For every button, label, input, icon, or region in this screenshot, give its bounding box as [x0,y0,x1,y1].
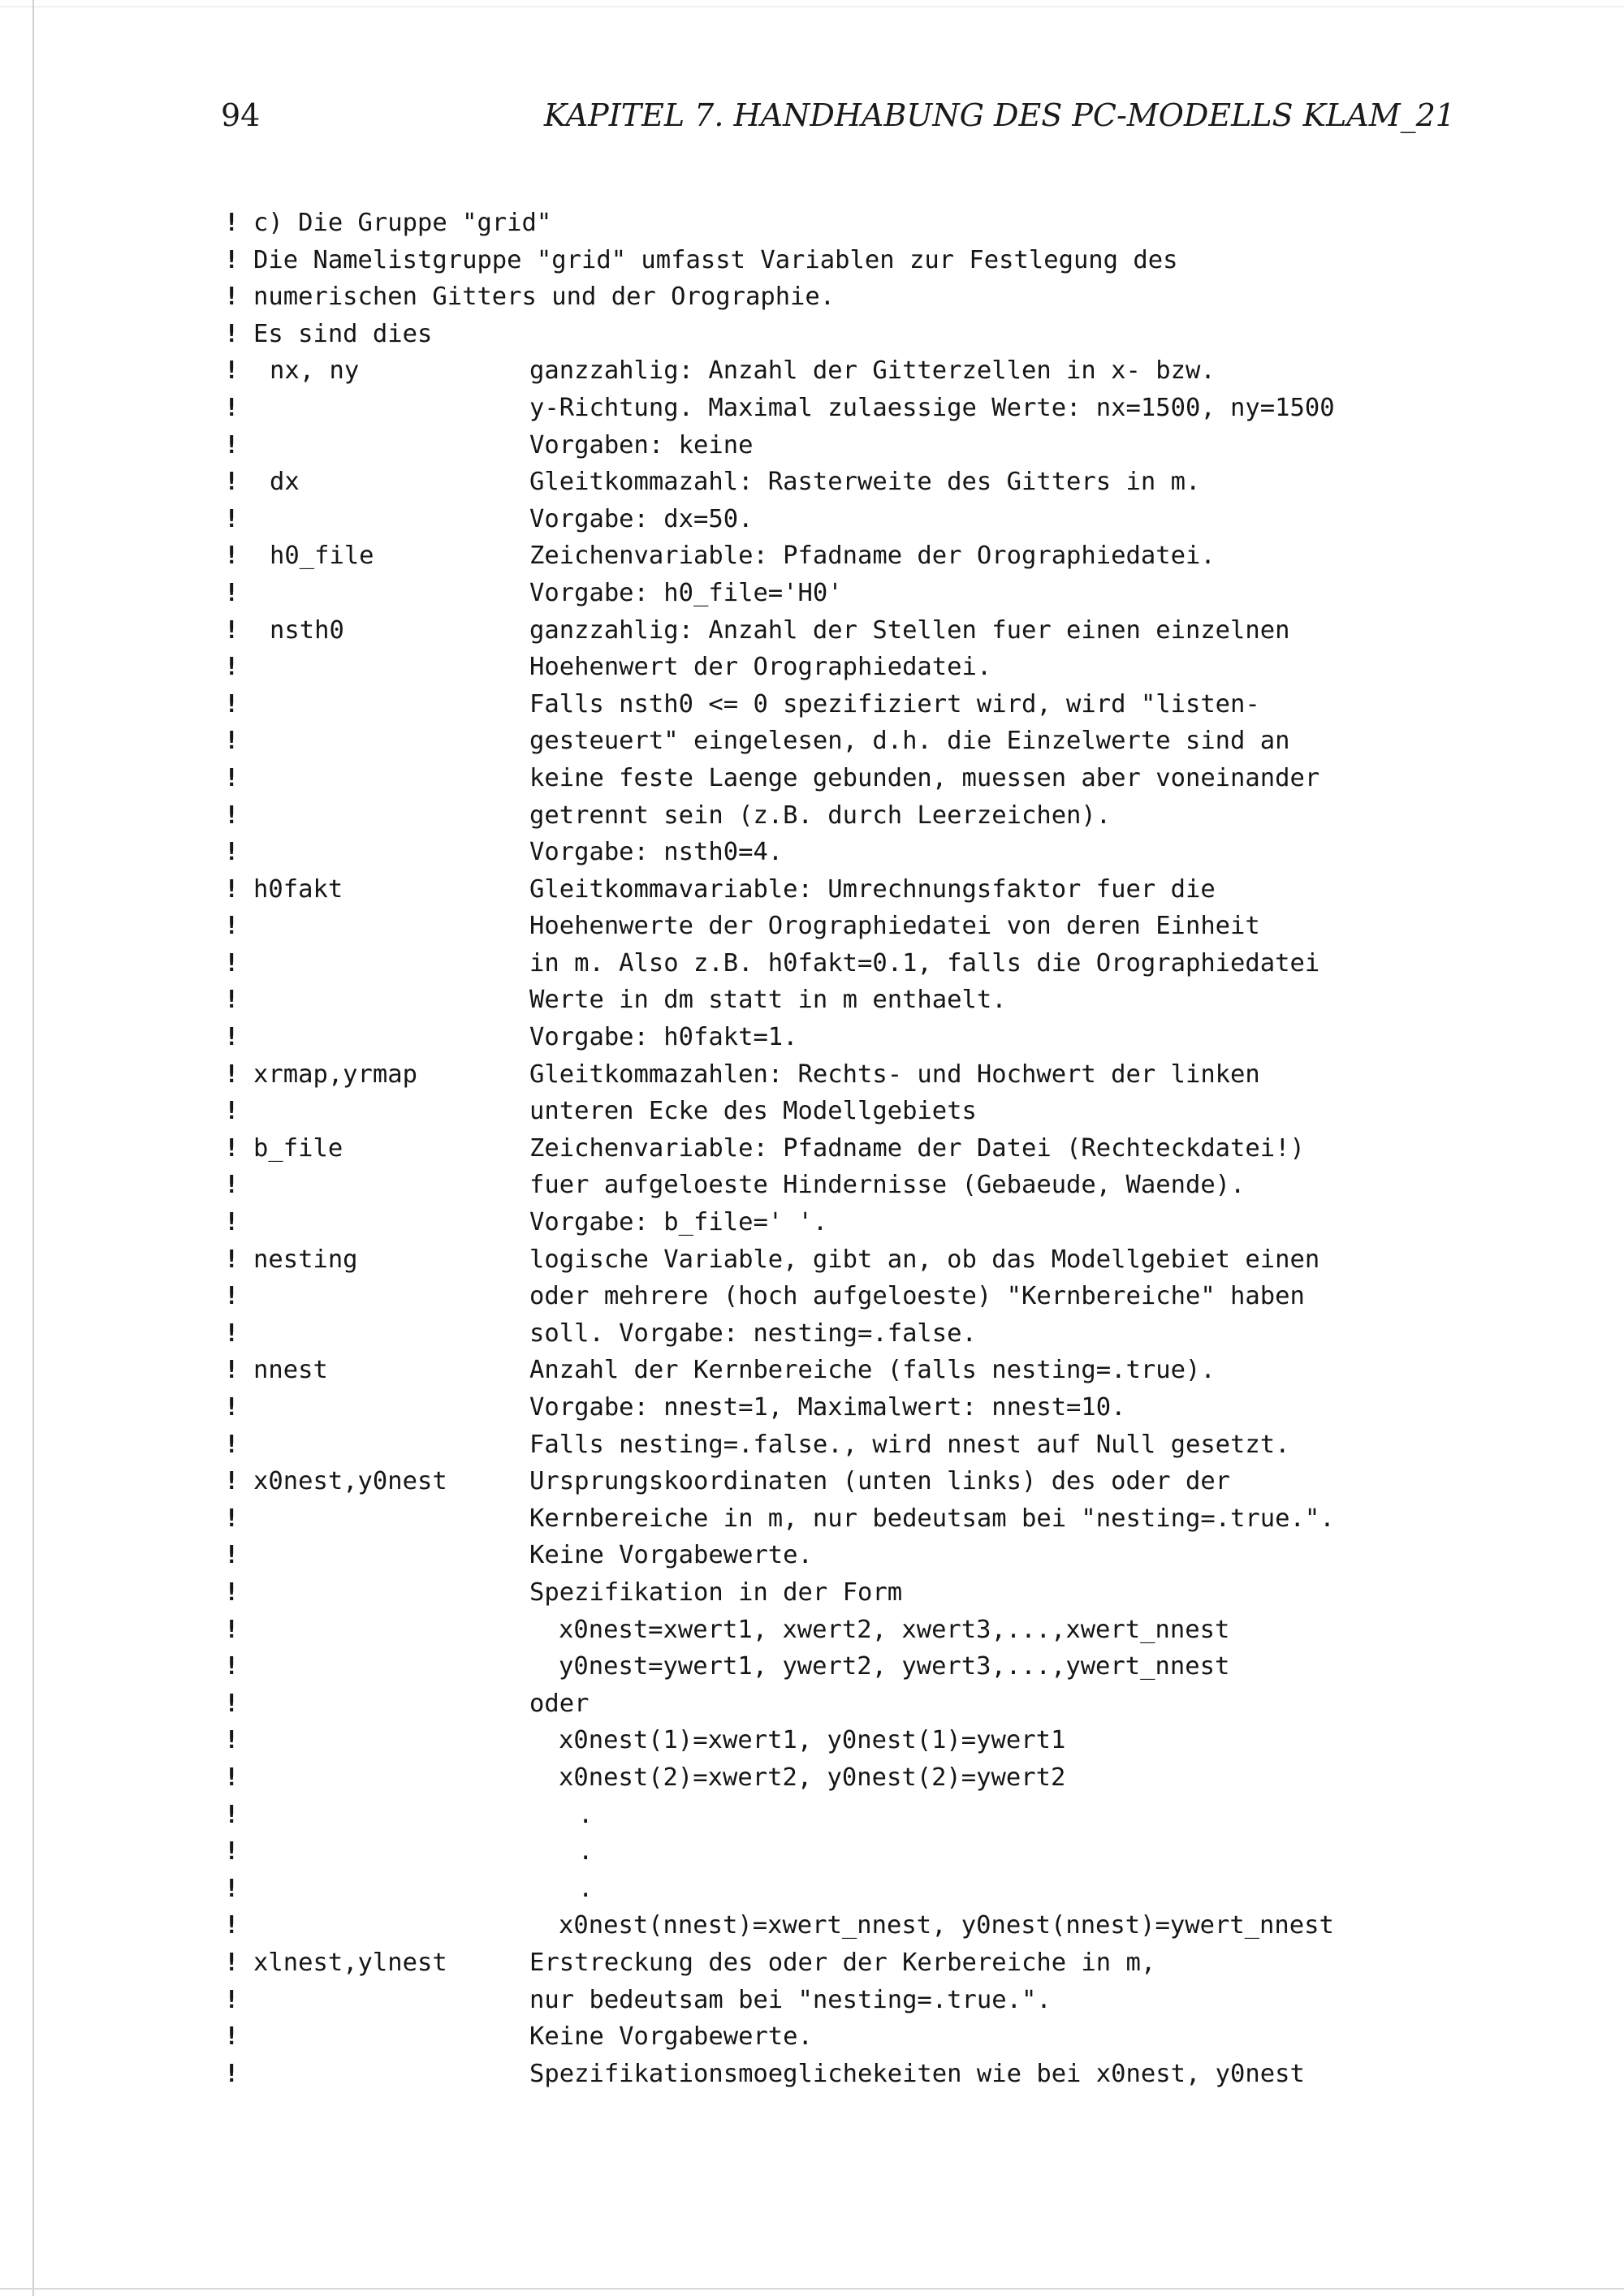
variable-description: Erstreckung des oder der Kerbereiche in m, [529,1948,1156,1977]
variable-line [224,1093,1442,1130]
variable-description: Hoehenwerte der Orographiedatei von deren Einheit [529,912,1260,941]
comment-marker: ! [224,1356,240,1385]
intro-line [224,205,1442,242]
variable-line [224,908,1442,945]
variable-description: Kernbereiche in m, nur bedeutsam bei "nesting=.true.". [529,1504,1335,1533]
variable-description: Keine Vorgabewerte. [529,2022,813,2052]
comment-marker: ! [224,209,240,237]
variable-name: nesting [253,1245,358,1274]
variable-line [224,945,1442,982]
comment-marker: ! [224,1652,240,1681]
variable-description: x0nest(nnest)=xwert_nnest, y0nest(nnest)=ywert_nnest [559,1911,1334,1940]
variable-line [224,1907,1442,1944]
variable-description: . [578,1874,594,1903]
comment-marker: ! [224,1763,240,1792]
scan-edge-top [0,6,1624,7]
comment-marker: ! [224,1133,240,1163]
variable-line [224,871,1442,908]
variable-line [224,1982,1442,2019]
variable-line [224,1944,1442,1982]
variable-description: unteren Ecke des Modellgebiets [529,1097,977,1126]
variable-description: Zeichenvariable: Pfadname der Orographiedatei. [529,542,1216,571]
variable-description: . [578,1837,594,1867]
variable-description: Spezifikationsmoeglichekeiten wie bei x0nest, y0nest [529,2059,1305,2088]
variable-description: x0nest(1)=xwert1, y0nest(1)=ywert1 [559,1726,1066,1755]
variable-line [224,1574,1442,1612]
variable-description: nur bedeutsam bei "nesting=.true.". [529,1985,1052,2014]
variable-line [224,723,1442,760]
comment-marker: ! [224,283,240,312]
variable-description: Hoehenwert der Orographiedatei. [529,653,992,682]
code-listing [224,205,1442,2092]
comment-marker: ! [224,1023,240,1052]
variable-line [224,1759,1442,1797]
comment-marker: ! [224,1985,240,2014]
variable-description: Vorgabe: h0fakt=1. [529,1023,798,1052]
variable-description: Vorgabe: h0_file='H0' [529,578,843,607]
variable-line [224,1389,1442,1426]
variable-description: in m. Also z.B. h0fakt=0.1, falls die Orographiedatei [529,948,1320,978]
comment-marker: ! [224,1097,240,1126]
comment-marker: ! [224,1689,240,1718]
comment-marker: ! [224,1282,240,1311]
comment-marker: ! [224,1541,240,1570]
variable-line [224,1241,1442,1279]
variable-line [224,797,1442,835]
variable-description: Vorgabe: nnest=1, Maximalwert: nnest=10. [529,1393,1126,1422]
comment-marker: ! [224,801,240,830]
comment-marker: ! [224,1245,240,1274]
comment-marker: ! [224,393,240,422]
variable-name: h0fakt [253,874,343,904]
variable-name: xrmap,yrmap [253,1060,417,1089]
comment-marker: ! [224,356,240,386]
comment-marker: ! [224,1726,240,1755]
comment-marker: ! [224,1060,240,1089]
comment-marker: ! [224,2022,240,2052]
variable-name: h0_file [270,542,374,571]
comment-marker: ! [224,727,240,756]
comment-marker: ! [224,1504,240,1533]
variable-line [224,1612,1442,1649]
variable-description: Gleitkommazahl: Rasterweite des Gitters in m. [529,468,1201,497]
scan-edge-left [32,0,34,2296]
variable-line [224,427,1442,464]
variable-description: keine feste Laenge gebunden, muessen aber voneinander [529,763,1320,792]
variable-description: Spezifikation in der Form [529,1577,903,1607]
variable-line [224,390,1442,427]
variable-description: Vorgabe: nsth0=4. [529,838,784,867]
comment-marker: ! [224,542,240,571]
variable-line [224,1278,1442,1315]
variable-name: nx, ny [270,356,360,386]
variable-line [224,1648,1442,1685]
variable-line [224,1352,1442,1389]
variable-line [224,1463,1442,1500]
comment-marker: ! [224,1911,240,1940]
variable-line [224,1426,1442,1464]
comment-marker: ! [224,1837,240,1867]
comment-marker: ! [224,912,240,941]
comment-marker: ! [224,1948,240,1977]
comment-marker: ! [224,319,240,348]
comment-marker: ! [224,245,240,274]
variable-line [224,612,1442,650]
variable-description: Gleitkommavariable: Umrechnungsfaktor fuer die [529,874,1216,904]
variable-line [224,1833,1442,1871]
variable-name: b_file [253,1133,343,1163]
variable-line [224,2018,1442,2056]
comment-marker: ! [224,1577,240,1607]
variable-line [224,575,1442,612]
variable-description: x0nest=xwert1, xwert2, xwert3,...,xwert_nnest [559,1615,1230,1644]
variable-description: fuer aufgeloeste Hindernisse (Gebaeude, Waende). [529,1171,1246,1200]
variable-line [224,1537,1442,1574]
variable-description: gesteuert" eingelesen, d.h. die Einzelwerte sind an [529,727,1290,756]
variable-line [224,1722,1442,1759]
intro-text: Es sind dies [253,319,433,348]
comment-marker: ! [224,468,240,497]
page-number: 94 [221,97,261,133]
variable-line [224,686,1442,723]
variable-description: Werte in dm statt in m enthaelt. [529,986,1007,1015]
variable-description: Ursprungskoordinaten (unten links) des oder der [529,1467,1231,1496]
comment-marker: ! [224,948,240,978]
variable-description: . [578,1800,594,1829]
comment-marker: ! [224,1615,240,1644]
comment-marker: ! [224,1874,240,1903]
variable-description: logische Variable, gibt an, ob das Modellgebiet einen [529,1245,1320,1274]
comment-marker: ! [224,1318,240,1348]
variable-line [224,501,1442,538]
variable-line [224,1871,1442,1908]
comment-marker: ! [224,1800,240,1829]
scan-edge-bottom [0,2288,1624,2290]
comment-marker: ! [224,838,240,867]
comment-marker: ! [224,1430,240,1459]
intro-line [224,316,1442,353]
variable-name: dx [270,468,300,497]
variable-line [224,1685,1442,1723]
variable-line [224,1056,1442,1094]
variable-description: Keine Vorgabewerte. [529,1541,813,1570]
comment-marker: ! [224,504,240,533]
comment-marker: ! [224,1467,240,1496]
variable-description: Zeichenvariable: Pfadname der Datei (Rechteckdatei!) [529,1133,1305,1163]
comment-marker: ! [224,763,240,792]
variable-line [224,982,1442,1019]
variable-description: x0nest(2)=xwert2, y0nest(2)=ywert2 [559,1763,1066,1792]
comment-marker: ! [224,578,240,607]
variable-description: Anzahl der Kernbereiche (falls nesting=.true). [529,1356,1216,1385]
variable-description: oder mehrere (hoch aufgeloeste) "Kernbereiche" haben [529,1282,1305,1311]
variable-description: Vorgabe: dx=50. [529,504,754,533]
variable-line [224,352,1442,390]
comment-marker: ! [224,874,240,904]
intro-text: c) Die Gruppe "grid" [253,209,552,237]
variable-description: Falls nsth0 <= 0 spezifiziert wird, wird "listen- [529,689,1260,719]
variable-line [224,2056,1442,2093]
variable-description: ganzzahlig: Anzahl der Gitterzellen in x- bzw. [529,356,1216,386]
variable-description: oder [529,1689,590,1718]
variable-line [224,649,1442,686]
variable-name: xlnest,ylnest [253,1948,447,1977]
comment-marker: ! [224,986,240,1015]
variable-description: Falls nesting=.false., wird nnest auf Null gesetzt. [529,1430,1290,1459]
variable-description: Vorgabe: b_file=' '. [529,1208,828,1237]
comment-marker: ! [224,2059,240,2088]
variable-name: nsth0 [270,615,344,645]
variable-line [224,1019,1442,1056]
variable-name: x0nest,y0nest [253,1467,447,1496]
intro-text: numerischen Gitters und der Orographie. [253,283,836,312]
variable-line [224,1130,1442,1167]
comment-marker: ! [224,653,240,682]
variable-description: ganzzahlig: Anzahl der Stellen fuer einen einzelnen [529,615,1290,645]
variable-line [224,1797,1442,1834]
comment-marker: ! [224,1208,240,1237]
variable-description: Gleitkommazahlen: Rechts- und Hochwert der linken [529,1060,1260,1089]
variable-description: y-Richtung. Maximal zulaessige Werte: nx=1500, ny=1500 [529,393,1335,422]
variable-description: Vorgaben: keine [529,430,754,460]
variable-line [224,1315,1442,1353]
variable-line [224,834,1442,871]
intro-line [224,278,1442,316]
page-header [221,97,1455,146]
comment-marker: ! [224,1171,240,1200]
variable-description: soll. Vorgabe: nesting=.false. [529,1318,977,1348]
comment-marker: ! [224,430,240,460]
variable-line [224,537,1442,575]
variable-description: y0nest=ywert1, ywert2, ywert3,...,ywert_nnest [559,1652,1230,1681]
variable-name: nnest [253,1356,328,1385]
chapter-title: KAPITEL 7. HANDHABUNG DES PC-MODELLS KLAM_21 [543,97,1455,133]
variable-line [224,1167,1442,1204]
variable-line [224,1500,1442,1538]
comment-marker: ! [224,689,240,719]
comment-marker: ! [224,1393,240,1422]
variable-line [224,760,1442,797]
comment-marker: ! [224,615,240,645]
variable-description: getrennt sein (z.B. durch Leerzeichen). [529,801,1112,830]
variable-line [224,1204,1442,1241]
intro-text: Die Namelistgruppe "grid" umfasst Variablen zur Festlegung des [253,245,1178,274]
intro-line [224,242,1442,279]
variable-line [224,464,1442,501]
